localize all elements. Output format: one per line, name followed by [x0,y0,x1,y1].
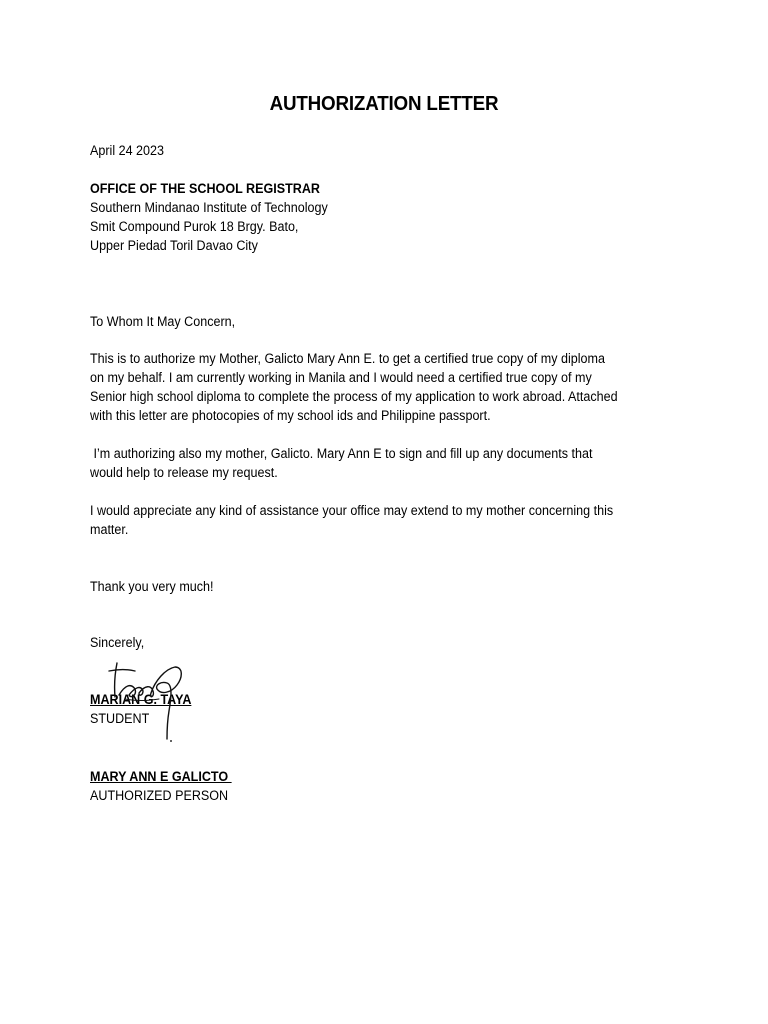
recipient-address-line-1: Smit Compound Purok 18 Brgy. Bato, [90,219,299,234]
paragraph-signing-authority [90,444,730,482]
thanks-line: Thank you very much! [90,579,214,594]
salutation: To Whom It May Concern, [90,314,236,329]
paragraph-line: on my behalf. I am currently working in Manila and I would need a certified true copy of my [90,370,592,385]
paragraph-line: would help to release my request. [90,465,278,480]
paragraph-line: matter. [90,522,129,537]
student-name: MARIAN G. TAYA [90,692,192,707]
paragraph-authorization [90,349,730,425]
paragraph-line: with this letter are photocopies of my school ids and Philippine passport. [90,408,491,423]
paragraph-line: I would appreciate any kind of assistance your office may extend to my mother concerning this [90,503,614,518]
closing-line: Sincerely, [90,635,145,650]
letter-title: AUTHORIZATION LETTER [269,93,499,115]
recipient-address-line-2: Upper Piedad Toril Davao City [90,238,258,253]
ink-dot [170,740,172,742]
letter-date: April 24 2023 [90,143,164,158]
paragraph-line: I’m authorizing also my mother, Galicto. Mary Ann E to sign and fill up any documents that [90,446,593,461]
authorized-person-role: AUTHORIZED PERSON [90,788,229,803]
paragraph-appreciation [90,501,730,539]
recipient-office: OFFICE OF THE SCHOOL REGISTRAR [90,181,320,196]
paragraph-line: Senior high school diploma to complete the process of my application to work abroad. Attached [90,389,618,404]
authorized-person-name: MARY ANN E GALICTO [90,769,232,784]
recipient-institution: Southern Mindanao Institute of Technology [90,200,328,215]
student-role: STUDENT [90,711,150,726]
paragraph-line: This is to authorize my Mother, Galicto Mary Ann E. to get a certified true copy of my diploma [90,351,605,366]
